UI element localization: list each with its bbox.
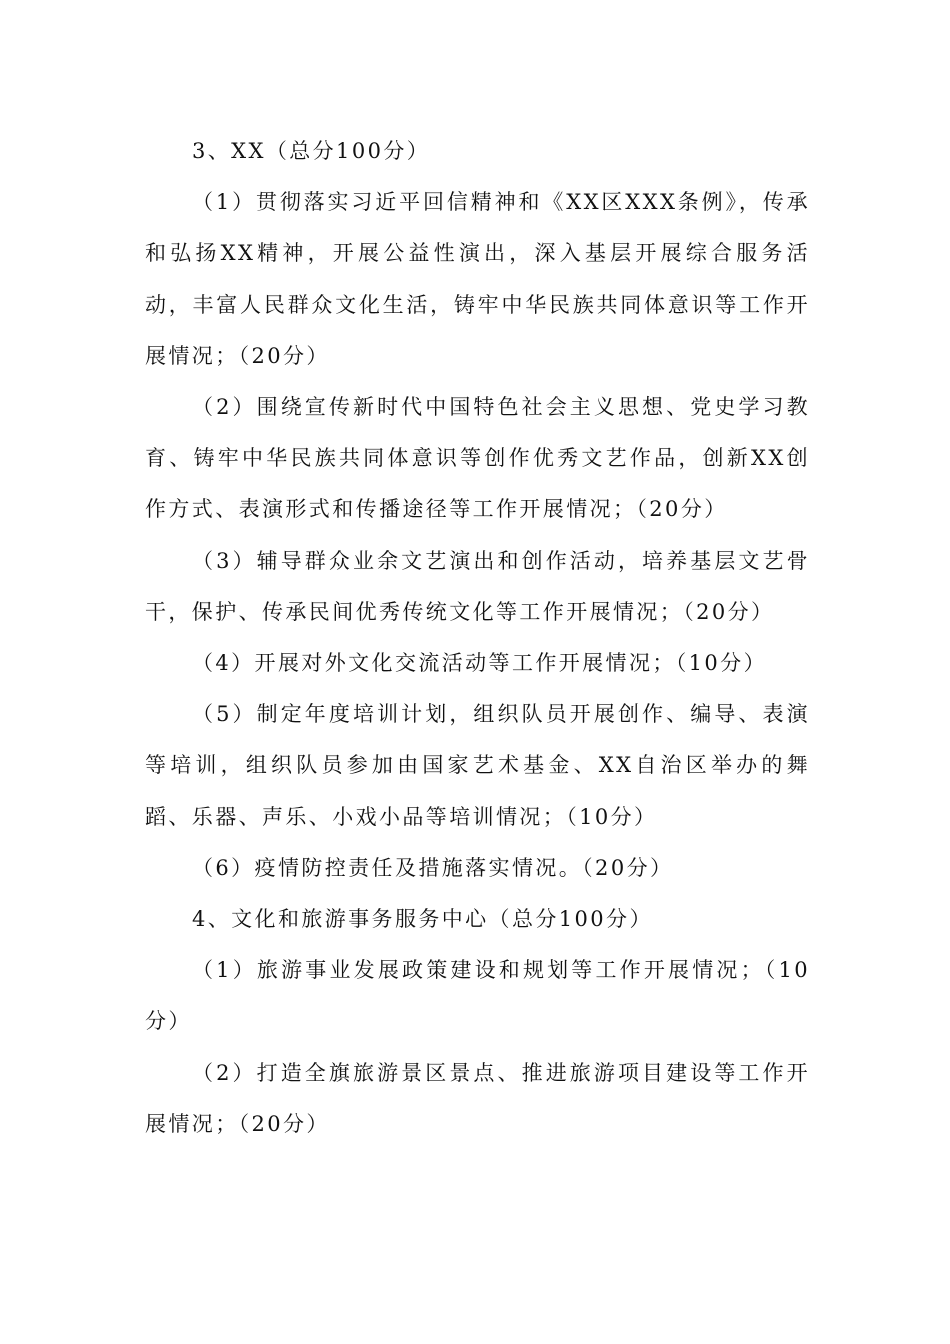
item-4-1: （1）旅游事业发展政策建设和规划等工作开展情况；（10分） <box>145 958 810 1034</box>
item-3-6: （6）疫情防控责任及措施落实情况。（20分） <box>192 855 674 880</box>
item-3-4: （4）开展对外文化交流活动等工作开展情况；（10分） <box>192 651 767 676</box>
item-3-1: （1）贯彻落实习近平回信精神和《XX区XXX条例》，传承和弘扬XX精神，开展公益性演出，深入基层开展综合服务活动，丰富人民群众文化生活，铸牢中华民族共同体意识等工作开展情况；（20分） <box>145 190 810 368</box>
item-3-3: （3）辅导群众业余文艺演出和创作活动，培养基层文艺骨干，保护、传承民间优秀传统文化等工作开展情况；（20分） <box>145 548 810 624</box>
item-3-5: （5）制定年度培训计划，组织队员开展创作、编导、表演等培训，组织队员参加由国家艺术基金、XX自治区举办的舞蹈、乐器、声乐、小戏小品等培训情况；（10分） <box>145 702 810 829</box>
item-3-2: （2）围绕宣传新时代中国特色社会主义思想、党史学习教育、铸牢中华民族共同体意识等创作优秀文艺作品，创新XX创作方式、表演形式和传播途径等工作开展情况；（20分） <box>145 395 810 522</box>
document-body <box>145 126 810 1150</box>
section-heading-4: 4、文化和旅游事务服务中心（总分100分） <box>192 907 653 932</box>
item-4-2: （2）打造全旗旅游景区景点、推进旅游项目建设等工作开展情况；（20分） <box>145 1060 810 1136</box>
section-heading-3: 3、XX（总分100分） <box>192 139 431 163</box>
